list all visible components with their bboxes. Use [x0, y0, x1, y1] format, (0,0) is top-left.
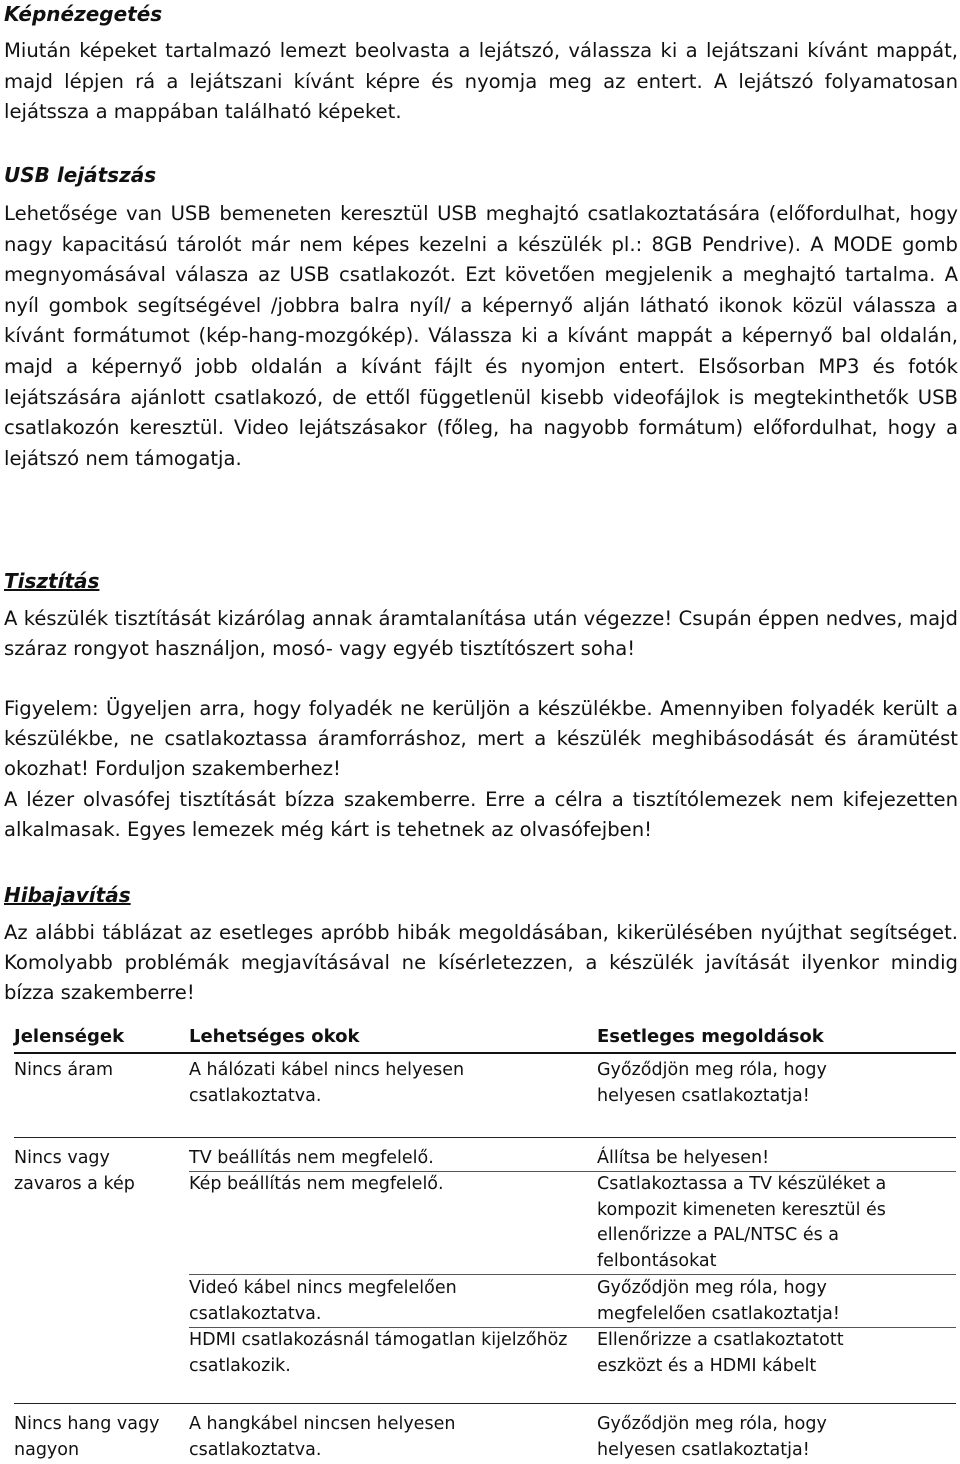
row-divider	[189, 1274, 956, 1275]
header-okok: Lehetséges okok	[189, 1026, 360, 1047]
table-row	[14, 1054, 956, 1138]
cell-solution: Győződjön meg róla, hogy helyesen csatlakoztatja!	[597, 1414, 827, 1460]
header-jelensegek: Jelenségek	[14, 1026, 125, 1047]
paragraph-tisztitas-1: A készülék tisztítását kizárólag annak áramtalanítása után végezze! Csupán éppen nedves, majd száraz rongyot használjon, mosó- vagy egyéb tisztítószert soha!	[4, 607, 958, 660]
cell-solution: Győződjön meg róla, hogy megfelelően csatlakoztatja!	[597, 1278, 840, 1324]
cell-symptom: Nincs áram	[14, 1060, 114, 1080]
cell-symptom: Nincs hang vagy nagyon	[14, 1414, 160, 1460]
heading-tisztitas: Tisztítás	[4, 569, 100, 593]
cell-cause: A hálózati kábel nincs helyesen csatlakoztatva.	[189, 1060, 465, 1106]
cell-cause: Kép beállítás nem megfelelő.	[189, 1174, 444, 1194]
paragraph-kepnezegetes: Miután képeket tartalmazó lemezt beolvasta a lejátszó, válassza ki a lejátszani kívánt mappát, majd lépjen rá a lejátszani kívánt képre és nyomja meg az entert. A lejátszó folyamatosan lejátssza a mappában található képeket.	[4, 39, 958, 124]
header-megoldasok: Esetleges megoldások	[597, 1026, 824, 1047]
cell-cause: HDMI csatlakozásnál támogatlan kijelzőhöz csatlakozik.	[189, 1330, 568, 1376]
paragraph-tisztitas-3: A lézer olvasófej tisztítását bízza szakemberre. Erre a célra a tisztítólemezek nem kifejezetten alkalmasak. Egyes lemezek még kárt is tehetnek az olvasófejben!	[4, 788, 958, 841]
paragraph-hibajavitas: Az alábbi táblázat az esetleges apróbb hibák megoldásában, kikerülésében nyújthat segítséget. Komolyabb problémák megjavításával ne kísérletezzen, a készülék javítását ilyenkor mindig bízza szakemberre!	[4, 921, 958, 1004]
cell-solution: Győződjön meg róla, hogy helyesen csatlakoztatja!	[597, 1060, 827, 1106]
cell-solution: Állítsa be helyesen!	[597, 1148, 770, 1168]
cell-symptom: Nincs vagy zavaros a kép	[14, 1148, 135, 1194]
cell-solution: Csatlakoztassa a TV készüléket a kompozit kimeneten keresztül és ellenőrizze a PAL/NTSC és a felbontásokat	[597, 1174, 887, 1271]
heading-kepnezegetes: Képnézegetés	[4, 2, 163, 26]
table-header	[14, 1022, 956, 1054]
paragraph-tisztitas-2: Figyelem: Ügyeljen arra, hogy folyadék ne kerüljön a készülékbe. Amennyiben folyadék került a készülékbe, ne csatlakoztassa áramforráshoz, mert a készülék meghibásodását és áramütést okozhat! Forduljon szakemberhez!	[4, 697, 958, 780]
troubleshooting-table	[14, 1022, 956, 1464]
cell-cause: A hangkábel nincsen helyesen csatlakoztatva.	[189, 1414, 456, 1460]
heading-hibajavitas: Hibajavítás	[4, 883, 131, 907]
paragraph-usb: Lehetősége van USB bemeneten keresztül USB meghajtó csatlakoztatására (előfordulhat, hogy nagy kapacitású tárolót már nem képes kezelni a készülék pl.: 8GB Pendrive). A MODE gomb megnyomásával válasza az USB csatlakozót. Ezt követően megjelenik a meghajtó tartalma. A nyíl gombok segítségével /jobbra balra nyíl/ a képernyő alján látható ikonok közül válassza a kívánt formátumot (kép-hang-mozgókép). Válassza ki a kívánt mappát a képernyő bal oldalán, majd a képernyő jobb oldalán a kívánt fájlt és nyomjon entert. Elsősorban MP3 és fotók lejátszására ajánlott csatlakozó, de ettől függetlenül kisebb videofájlok is megtekinthetők USB csatlakozón keresztül. Video lejátszásakor (főleg, ha nagyobb formátum) előfordulhat, hogy a lejátszó nem támogatja.	[4, 202, 958, 470]
table-row-group	[14, 1138, 956, 1404]
cell-cause: Videó kábel nincs megfelelően csatlakoztatva.	[189, 1278, 457, 1324]
cell-solution: Ellenőrizze a csatlakoztatott eszközt és a HDMI kábelt	[597, 1330, 844, 1376]
heading-usb: USB lejátszás	[4, 163, 157, 187]
table-row	[14, 1404, 956, 1464]
cell-cause: TV beállítás nem megfelelő.	[189, 1148, 434, 1168]
